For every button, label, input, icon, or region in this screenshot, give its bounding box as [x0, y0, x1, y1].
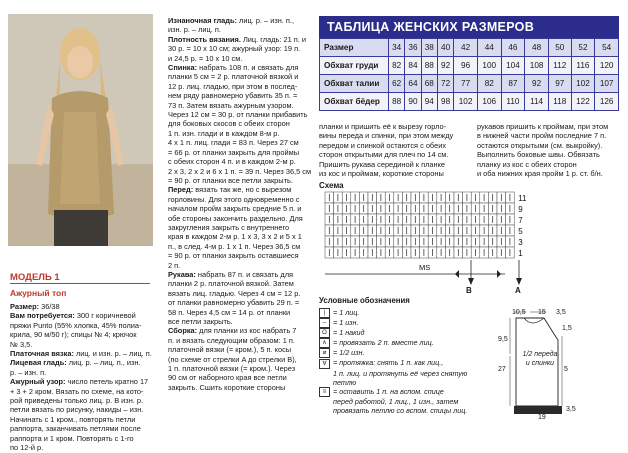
column-1-line	[10, 311, 160, 320]
title-rule	[10, 283, 150, 284]
size-table-cell: 106	[477, 93, 501, 111]
size-table-cell: 92	[437, 57, 453, 75]
column-4-line: рукавов пришить к проймам, при этом	[477, 122, 609, 131]
size-table-row	[320, 93, 619, 111]
chart-row-number: 7	[518, 216, 523, 225]
column-2-line	[168, 82, 313, 91]
size-table-cell: 82	[389, 57, 405, 75]
column-2-line	[168, 279, 313, 288]
column-1-heading: Ажурный узор:	[10, 377, 66, 387]
column-2-text: = 90 р. от планки закрыть оставшиеся	[168, 251, 299, 261]
column-1-line	[10, 368, 160, 377]
column-2-text: для боковых скосов с обеих сторон	[168, 119, 290, 129]
column-4-line: Выполнить боковые швы. Обвязать	[477, 150, 600, 160]
column-2-line	[168, 119, 313, 128]
column-2-text: = 66 р. от планки закрыть для проймы	[168, 147, 300, 157]
size-table	[319, 16, 619, 111]
column-2-text: края в каждом 2-м р. 1 х 3, 3 х 2 и 5 х 1	[168, 232, 302, 242]
column-2-line	[168, 54, 313, 63]
size-table-cell: 34	[389, 39, 405, 57]
pattern-measure-bottom-right: 3,5	[566, 406, 576, 413]
column-1-text: 300 г коричневой	[74, 311, 136, 321]
column-2-line	[168, 185, 313, 194]
column-2-text: планки 5 см = 2 р. платочной вязкой и	[168, 72, 299, 82]
column-1-line	[10, 405, 160, 414]
size-table-cell: 87	[501, 75, 525, 93]
legend-text: петлю	[333, 377, 357, 387]
size-table-row-label: Обхват талии	[320, 75, 389, 93]
pattern-measure-top-left: 10,5	[512, 309, 526, 316]
column-3-text	[319, 122, 471, 178]
column-2-line	[168, 336, 313, 345]
column-2-text: набрать 108 п. и связать для	[197, 63, 299, 73]
legend-text: = оставить 1 п. на вспом. спице	[333, 386, 444, 396]
column-1-text	[10, 302, 160, 453]
column-2-text: 12 р. лиц. гладью, при этом в послед-	[168, 81, 298, 91]
chart-row-number: 5	[518, 227, 523, 236]
legend-item	[319, 406, 489, 415]
size-table-cell: 84	[405, 57, 421, 75]
column-1-text: раппорта и 1 кром. Повторять с 1-го	[10, 433, 134, 443]
legend-text: перед работой, 1 лиц., 1 изн., затем	[333, 396, 459, 406]
column-2-line	[168, 91, 313, 100]
column-4-line: и оба нижних края пройм 1 р. ст. б/н.	[477, 169, 603, 179]
legend-item	[319, 369, 489, 378]
size-table-cell: 52	[571, 39, 595, 57]
column-2-text: п. и вязать следующим образом: 1 п.	[168, 335, 295, 345]
pattern-measure-top-mid: 15	[538, 309, 546, 316]
size-table-cell: 82	[477, 75, 501, 93]
size-table-row-label: Размер	[320, 39, 389, 57]
column-2-text: 2 п.	[168, 260, 181, 270]
column-2-line	[168, 72, 313, 81]
legend-text: = 1 изн.	[333, 318, 359, 328]
column-2-text: (по схеме от стрелки A до стрелки B),	[168, 354, 297, 364]
column-1-line	[10, 396, 160, 405]
size-table-cell: 50	[548, 39, 571, 57]
column-2-text: вязать так же, но с вырезом	[193, 185, 292, 195]
column-4-line: в нижней части пройм последние 7 п.	[477, 131, 607, 141]
legend-list	[319, 308, 489, 415]
column-2-line	[168, 35, 313, 44]
column-2-text: вязать лиц. гладью. Через 4 см = 12 р.	[168, 288, 301, 298]
legend-text: 1 п. лиц. и протянуть её через снятую	[333, 368, 468, 378]
column-3-line: из кос и проймам, короткие стороны	[319, 169, 444, 179]
column-2-heading: Изнаночная гладь:	[168, 16, 237, 25]
column-1-heading: Платочная вязка:	[10, 349, 74, 359]
column-2-line	[168, 195, 313, 204]
pattern-measure-right-low: 5	[564, 366, 568, 373]
column-1-line	[10, 358, 160, 367]
legend-text: = 1/2 изн.	[333, 348, 365, 358]
legend-item	[319, 318, 489, 328]
size-table-cell: 108	[525, 57, 549, 75]
column-1-text: + 3 + 2 кром. Вязать по схеме, на кото-	[10, 386, 144, 396]
column-1-text: Начинать с 1 кром., повторять петли	[10, 414, 136, 424]
column-1-text: лиц. р. – лиц. п., изн.	[66, 358, 141, 368]
column-2-heading: Перед:	[168, 185, 194, 195]
column-3-line: передом и спинкой остаются с обеих	[319, 140, 447, 150]
column-2-line	[168, 298, 313, 307]
column-2-text: закрыть. Сшить короткие стороны	[168, 382, 286, 392]
column-2-text: и 24,5 р. = 10 х 10 см.	[168, 53, 243, 63]
legend-text: провязать петлю со вспом. спицы лиц.	[333, 405, 468, 415]
column-2-heading: Сборка:	[168, 326, 198, 336]
column-2-text	[168, 16, 313, 392]
column-2-line	[168, 317, 313, 326]
size-table-cell: 40	[437, 39, 453, 57]
pattern-measure-top-right: 3,5	[556, 309, 566, 316]
column-2-text: набрать 87 п. и связать для	[195, 269, 294, 279]
column-2-line	[168, 167, 313, 176]
size-table-row	[320, 39, 619, 57]
size-table-cell: 96	[454, 57, 478, 75]
column-1-text: № 3,5.	[10, 339, 33, 349]
column-2-line	[168, 44, 313, 53]
size-table-cell: 46	[501, 39, 525, 57]
pattern-measure-right-top: 1,5	[562, 325, 572, 332]
legend-symbol-icon: ≡	[319, 387, 330, 397]
size-table-cell: 100	[477, 57, 501, 75]
size-table-cell: 94	[421, 93, 437, 111]
column-2-text: для планки из кос набрать 7	[197, 326, 297, 336]
column-2-line	[168, 138, 313, 147]
size-table-cell: 92	[525, 75, 549, 93]
chart-row-number: 9	[518, 205, 523, 214]
legend-text: = провязать 2 п. вместе лиц.	[333, 338, 434, 348]
column-2-line	[168, 326, 313, 335]
column-2-line	[168, 101, 313, 110]
column-2-line	[168, 214, 313, 223]
column-2-line	[168, 383, 313, 392]
column-2-line	[168, 373, 313, 382]
column-2-text: нем ряду равномерно убавить 35 п. =	[168, 91, 298, 101]
legend-symbol-icon: –	[319, 318, 330, 328]
legend-symbol-icon: |	[319, 308, 330, 318]
size-table-cell: 126	[595, 93, 619, 111]
column-2-text: началом пройм закрыть средние 5 п. и	[168, 204, 302, 214]
size-table-cell: 88	[421, 57, 437, 75]
size-table-cell: 38	[421, 39, 437, 57]
arrow-a-label: A	[515, 286, 521, 295]
size-table-cell: 97	[548, 75, 571, 93]
column-2-text: 4 х 1 п. лиц. глади = 83 п. Через 27 см	[168, 138, 299, 148]
column-2-text: лиц. р. – изн. п.,	[236, 16, 295, 25]
column-2-line	[168, 63, 313, 72]
column-2-text: = 90 р. от планки все петли закрыть.	[168, 175, 293, 185]
column-2-text: планки 2 р. платочной вязкой. Затем	[168, 279, 294, 289]
size-table-cell: 116	[571, 57, 595, 75]
size-table-grid	[319, 38, 619, 111]
size-table-cell: 88	[389, 93, 405, 111]
pattern-measure-bottom: 19	[538, 414, 546, 421]
column-1-line	[10, 424, 160, 433]
column-2-text: Лиц. гладь: 21 п. и	[240, 34, 306, 44]
size-table-title: ТАБЛИЦА ЖЕНСКИХ РАЗМЕРОВ	[319, 16, 619, 38]
column-1-text: пряжи Punto (55% хлопка, 45% полиа-	[10, 320, 142, 330]
legend-item	[319, 338, 489, 348]
legend-item	[319, 348, 489, 358]
size-table-cell: 118	[548, 93, 571, 111]
column-2-text: Через 12 см = 30 р. от планки прибавить	[168, 110, 308, 120]
size-table-cell: 114	[525, 93, 549, 111]
column-2-heading: Плотность вязания.	[168, 34, 241, 44]
size-table-row	[320, 75, 619, 93]
column-1-line	[10, 443, 160, 452]
legend-symbol-icon: ⌀	[319, 348, 330, 358]
column-1-line	[10, 330, 160, 339]
column-1-heading: Лицевая гладь:	[10, 358, 67, 368]
rapport-label: MS	[419, 263, 431, 272]
column-2-line	[168, 289, 313, 298]
column-2-line	[168, 16, 313, 25]
legend-text: = 1 накид	[333, 328, 365, 338]
chart-title: Схема	[319, 181, 344, 190]
column-1-text: число петель кратно 17	[65, 377, 149, 387]
model-subtitle: Ажурный топ	[10, 288, 67, 298]
size-table-row-label: Обхват бёдер	[320, 93, 389, 111]
column-2-line	[168, 364, 313, 373]
column-2-line	[168, 129, 313, 138]
column-1-heading: Размер:	[10, 302, 40, 311]
column-2-text: с обеих сторон 4 п. и в каждом 2-м р.	[168, 157, 296, 167]
knitting-chart	[319, 190, 559, 286]
column-1-line	[10, 302, 160, 311]
column-2-line	[168, 25, 313, 34]
chart-row-number: 1	[518, 249, 523, 258]
column-1-text: крила, 90 м/50 г); спицы № 4; крючок	[10, 330, 137, 340]
size-table-cell: 48	[525, 39, 549, 57]
column-2-text: 1 п. изн. глади и в каждом 8-м р.	[168, 128, 280, 138]
column-2-line	[168, 261, 313, 270]
legend-text: = 1 лиц.	[333, 308, 360, 317]
column-4-line: планку из кос с обеих сторон	[477, 159, 577, 169]
column-3-line: Пришить рукава серединой к планке	[319, 159, 446, 169]
legend-item	[319, 328, 489, 338]
legend-symbol-icon: ∧	[319, 338, 330, 348]
column-1-line	[10, 349, 160, 358]
column-2-line	[168, 242, 313, 251]
size-table-cell: 104	[501, 57, 525, 75]
column-2-text: п., в след. 4-м р. 1 х 1 п. Через 36,5 см	[168, 241, 301, 251]
size-table-cell: 44	[477, 39, 501, 57]
column-1-line	[10, 340, 160, 349]
legend-item	[319, 397, 489, 406]
column-2-text: 73 п. Затем вязать ажурным узором.	[168, 100, 294, 110]
column-2-line	[168, 308, 313, 317]
column-2-line	[168, 204, 313, 213]
column-2-line	[168, 176, 313, 185]
size-table-row-label: Обхват груди	[320, 57, 389, 75]
size-table-cell: 42	[454, 39, 478, 57]
column-4-line: остаются открытыми (см. выкройку).	[477, 140, 603, 150]
column-2-line	[168, 345, 313, 354]
pattern-label: 1/2 переда и спинки	[522, 351, 558, 367]
column-2-text: 2 х 3, 2 х 2 и 6 х 1 п. = 39 п. Через 36,5 см	[168, 166, 312, 176]
column-3-line: сторон открытыми для плеч по 14 см.	[319, 150, 449, 160]
column-1-line	[10, 321, 160, 330]
column-4-text	[477, 122, 622, 178]
column-1-line	[10, 415, 160, 424]
arrow-b-label: B	[466, 286, 472, 295]
column-2-line	[168, 270, 313, 279]
pattern-measure-left-mid: 9,5	[498, 336, 508, 343]
legend-symbol-icon: O	[319, 328, 330, 338]
column-3-line: вины переда и спинки, при этом между	[319, 131, 454, 141]
pattern-measure-left-low: 27	[498, 366, 506, 373]
column-2-text: изн. р. – лиц. п.	[168, 25, 221, 35]
size-table-cell: 68	[421, 75, 437, 93]
column-2-text: платочной вязки (= кром.), 5 п. косы	[168, 345, 292, 355]
column-2-text: 1 п. платочной вязки (= кром.). Через	[168, 364, 296, 374]
size-table-cell: 107	[595, 75, 619, 93]
legend-item	[319, 358, 489, 368]
column-1-text: рой приведены только лиц. р. В изн. р.	[10, 396, 144, 406]
column-2-line	[168, 355, 313, 364]
column-1-text: р. – изн. п.	[10, 367, 47, 377]
legend-item	[319, 378, 489, 387]
column-2-text: 30 р. = 10 х 10 см; ажурный узор: 19 п.	[168, 44, 301, 54]
legend-item	[319, 308, 489, 318]
chart-row-number: 11	[518, 194, 527, 203]
legend-title: Условные обозначения	[319, 296, 410, 305]
size-table-cell: 102	[454, 93, 478, 111]
column-1-text: раппорта, заканчивать петлями после	[10, 424, 141, 434]
size-table-cell: 112	[548, 57, 571, 75]
column-1-heading: Вам потребуется:	[10, 311, 75, 321]
size-table-cell: 62	[389, 75, 405, 93]
size-table-cell: 64	[405, 75, 421, 93]
model-title: МОДЕЛЬ 1	[10, 272, 60, 283]
column-2-line	[168, 232, 313, 241]
column-1-line	[10, 434, 160, 443]
column-1-text: лиц. и изн. р. – лиц. п.	[73, 349, 152, 359]
column-2-text: горловины. Для этого одновременно с	[168, 194, 300, 204]
size-table-cell: 122	[571, 93, 595, 111]
column-1-text: петли вязать по рисунку, накиды – изн.	[10, 405, 144, 415]
size-table-cell: 72	[437, 75, 453, 93]
column-2-text: от планки равномерно убавить 29 п. =	[168, 298, 300, 308]
column-1-text: 36/38	[39, 302, 60, 311]
column-1-line	[10, 377, 160, 386]
legend-text: = протяжка: снять 1 п. как лиц.,	[333, 358, 444, 368]
model-photo	[8, 14, 153, 246]
size-table-cell: 36	[405, 39, 421, 57]
size-table-cell: 110	[501, 93, 525, 111]
column-2-line	[168, 110, 313, 119]
column-1-text: по 12-й р.	[10, 443, 44, 453]
size-table-cell: 77	[454, 75, 478, 93]
column-2-text: обе стороны закончить раздельно. Для	[168, 213, 303, 223]
column-3-line: планки и пришить её к вырезу горло-	[319, 122, 447, 131]
size-table-cell: 98	[437, 93, 453, 111]
column-1-line	[10, 387, 160, 396]
legend-item	[319, 387, 489, 397]
size-table-cell: 90	[405, 93, 421, 111]
size-table-cell: 54	[595, 39, 619, 57]
size-table-row	[320, 57, 619, 75]
column-2-heading: Рукава:	[168, 269, 196, 279]
column-2-line	[168, 251, 313, 260]
chart-row-number: 3	[518, 238, 523, 247]
column-2-heading: Спинка:	[168, 63, 198, 73]
size-table-cell: 102	[571, 75, 595, 93]
column-2-text: все петли закрыть.	[168, 317, 233, 326]
size-table-cell: 120	[595, 57, 619, 75]
column-2-line	[168, 148, 313, 157]
column-2-line	[168, 223, 313, 232]
column-2-line	[168, 157, 313, 166]
legend-symbol-icon: ∀	[319, 359, 330, 369]
column-2-text: 90 см от наборного края все петли	[168, 373, 287, 383]
column-2-text: 58 п. Через 4,5 см = 14 р. от планки	[168, 307, 291, 317]
column-2-text: закругления закрыть с внутреннего	[168, 222, 290, 232]
